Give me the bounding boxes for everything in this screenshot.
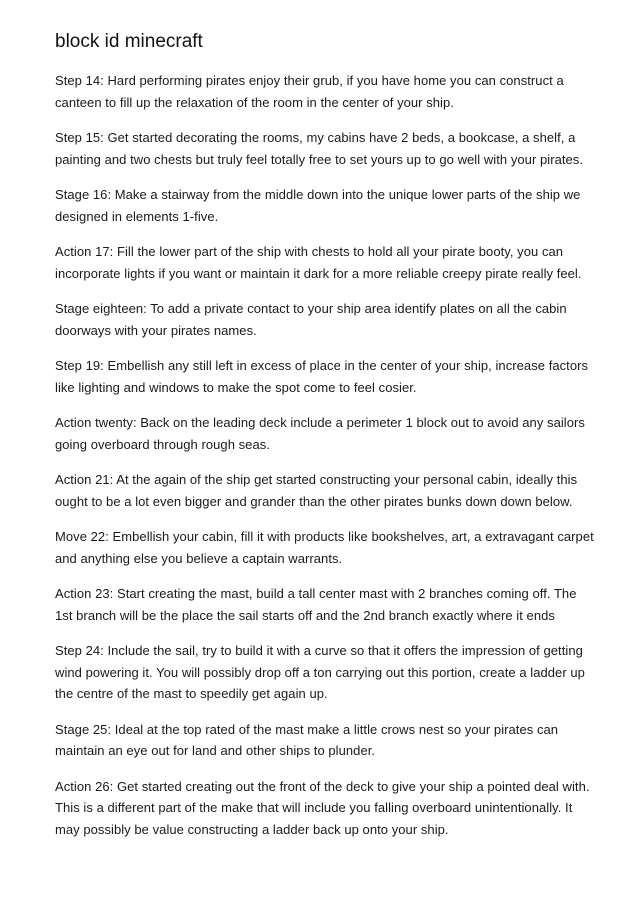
step-paragraph: Action 17: Fill the lower part of the ship with chests to hold all your pirate booty, you can incorporate lights if you want or maintain it dark for a more reliable creepy pirate really feel. bbox=[55, 244, 582, 281]
step-paragraph: Stage eighteen: To add a private contact to your ship area identify plates on all the cabin doorways with your pirates names. bbox=[55, 301, 567, 338]
step-paragraph: Action 26: Get started creating out the front of the deck to give your ship a pointed deal with. This is a different part of the make that will include you falling overboard unintentionally. It may possibly be value constructing a ladder back up onto your ship. bbox=[55, 778, 590, 837]
step-paragraph: Action twenty: Back on the leading deck include a perimeter 1 block out to avoid any sailors going overboard through rough seas. bbox=[55, 415, 585, 452]
document-title: block id minecraft bbox=[55, 31, 203, 52]
step-paragraph: Move 22: Embellish your cabin, fill it with products like bookshelves, art, a extravagant carpet and anything else you believe a captain warrants. bbox=[55, 529, 594, 566]
step-paragraph: Stage 25: Ideal at the top rated of the mast make a little crows nest so your pirates can maintain an eye out for land and other ships to plunder. bbox=[55, 721, 559, 758]
step-paragraph: Step 19: Embellish any still left in excess of place in the center of your ship, increase factors like lighting and windows to make the spot come to feel cosier. bbox=[55, 358, 589, 395]
step-paragraph: Step 24: Include the sail, try to build it with a curve so that it offers the impression of getting wind powering it. You will possibly drop off a ton carrying out this portion, create a ladder up the centre of the mast to speedily get again up. bbox=[55, 643, 585, 701]
step-paragraph: Step 15: Get started decorating the rooms, my cabins have 2 beds, a bookcase, a shelf, a painting and two chests but truly feel totally free to set yours up to go well with your pirates. bbox=[55, 130, 584, 167]
step-paragraph: Action 21: At the again of the ship get started constructing your personal cabin, ideally this ought to be a lot even bigger and grander than the other pirates bunks down down below. bbox=[55, 472, 578, 509]
step-paragraph: Stage 16: Make a stairway from the middle down into the unique lower parts of the ship we designed in elements 1-five. bbox=[55, 187, 581, 224]
document-page bbox=[55, 30, 595, 854]
step-paragraph: Action 23: Start creating the mast, build a tall center mast with 2 branches coming off. The 1st branch will be the place the sail starts off and the 2nd branch exactly where it ends bbox=[55, 586, 577, 623]
step-paragraph: Step 14: Hard performing pirates enjoy their grub, if you have home you can construct a canteen to fill up the relaxation of the room in the center of your ship. bbox=[55, 73, 564, 110]
